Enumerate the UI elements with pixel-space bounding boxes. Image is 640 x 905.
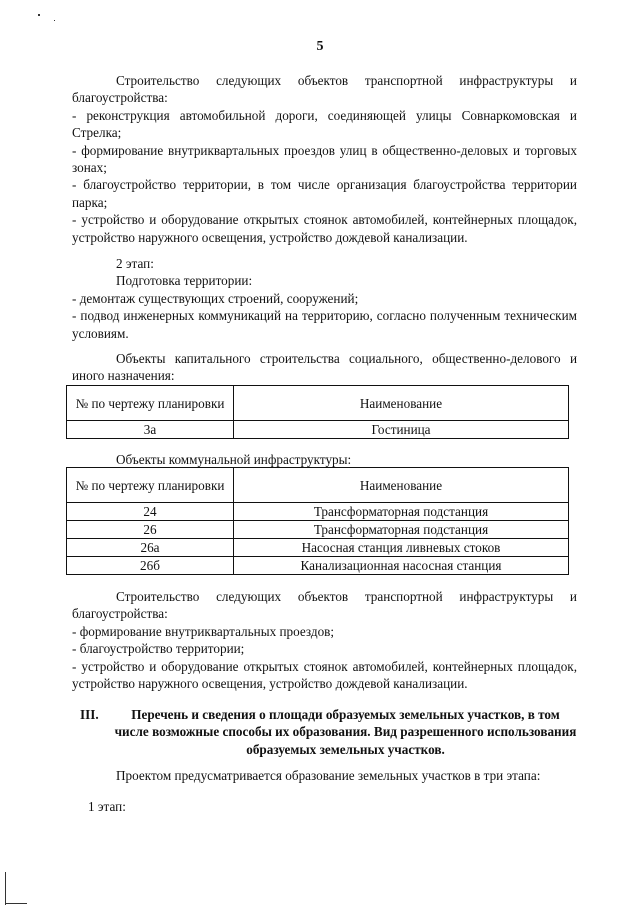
list-item: - устройство и оборудование открытых стоянок автомобилей, контейнерных площадок, устройство наружного освещения, устройство дождевой канализации.: [72, 212, 577, 245]
list-item: - благоустройство территории;: [72, 641, 245, 657]
column-header: Наименование: [234, 386, 569, 421]
list-item: - подвод инженерных коммуникаций на территорию, согласно полученным техническим условиям.: [72, 308, 577, 341]
list-item: - благоустройство территории, в том числе организация благоустройства территории парка;: [72, 177, 577, 210]
table-header-row: [67, 386, 569, 421]
table-cell: 24: [67, 503, 234, 521]
section-number: III.: [80, 707, 99, 722]
paragraph-lead: Строительство следующих объектов транспортной инфраструктуры и благоустройства:: [72, 73, 577, 106]
column-header: № по чертежу планировки: [67, 386, 234, 421]
stage-2-block: [72, 255, 577, 342]
table-cell: 26б: [67, 557, 234, 575]
closing-paragraph: Проектом предусматривается образование земельных участков в три этапа:: [116, 768, 541, 783]
stage-title: 2 этап:: [116, 256, 154, 271]
transport-infrastructure-list-2: [72, 588, 577, 692]
column-header: Наименование: [234, 468, 569, 503]
table-header-row: [67, 468, 569, 503]
communal-objects-table: [66, 467, 569, 575]
list-item: - устройство и оборудование открытых стоянок автомобилей, контейнерных площадок, устройство наружного освещения, устройство дождевой канализации.: [72, 658, 577, 692]
scan-edge-line: [5, 872, 6, 905]
table-cell: Канализационная насосная станция: [234, 557, 569, 575]
transport-infrastructure-list-1: [72, 72, 577, 246]
stage-1-label: 1 этап:: [88, 799, 126, 814]
list-item: - формирование внутриквартальных проездов;: [72, 623, 335, 639]
section-title: Перечень и сведения о площади образуемых земельных участков, в том числе возможные способы их образования. Вид разрешенного использования образуемых земельных участков.: [114, 707, 577, 757]
stage-subtitle: Подготовка территории:: [116, 273, 253, 289]
table-cell: 26а: [67, 539, 234, 557]
table-cell: Гостиница: [234, 421, 569, 439]
table-cell: Трансформаторная подстанция: [234, 521, 569, 539]
scan-mark: [54, 20, 55, 21]
table-cell: Насосная станция ливневых стоков: [234, 539, 569, 557]
table-cell: Трансформаторная подстанция: [234, 503, 569, 521]
list-item: - реконструкция автомобильной дороги, соединяющей улицы Совнаркомовская и Стрелка;: [72, 107, 577, 141]
section-3-heading: [72, 706, 577, 758]
scan-mark: [38, 14, 40, 16]
list-item: - демонтаж существующих строений, сооружений;: [72, 290, 359, 306]
social-objects-caption: Объекты капитального строительства социального, общественно-делового и иного назначения:: [72, 351, 577, 384]
list-item: - формирование внутриквартальных проездов улиц в общественно-деловых и торговых зонах;: [72, 142, 577, 176]
table-row: [67, 503, 569, 521]
social-objects-table: [66, 385, 569, 439]
table-row: [67, 521, 569, 539]
table-cell: 26: [67, 521, 234, 539]
scan-edge-line: [5, 903, 27, 904]
table-cell: 3а: [67, 421, 234, 439]
paragraph-lead: Строительство следующих объектов транспортной инфраструктуры и благоустройства:: [72, 589, 577, 622]
table-row: [67, 557, 569, 575]
column-header: № по чертежу планировки: [67, 468, 234, 503]
page-number: 5: [316, 39, 324, 54]
table-row: [67, 539, 569, 557]
table-row: [67, 421, 569, 439]
communal-objects-caption: Объекты коммунальной инфраструктуры:: [116, 452, 352, 467]
